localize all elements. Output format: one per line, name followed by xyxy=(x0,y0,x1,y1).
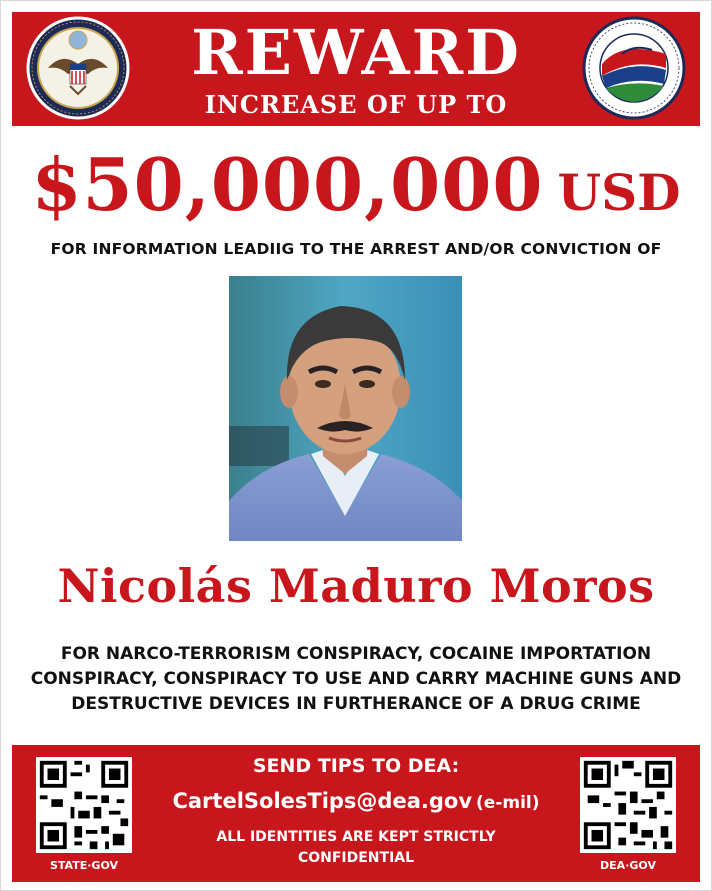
header-band xyxy=(12,12,700,126)
subject-photo xyxy=(229,276,462,541)
charges-line: CONSPIRACY, CONSPIRACY TO USE AND CARRY MACHINE GUNS AND xyxy=(30,669,682,689)
lead-text: FOR INFORMATION LEADIIG TO THE ARREST AND/OR CONVICTION OF xyxy=(50,240,662,258)
dea-gov-qr-code[interactable] xyxy=(580,757,676,853)
state-gov-label: STATE·GOV xyxy=(49,859,119,872)
dea-seal xyxy=(582,14,686,122)
reward-amount: $50,000,000 xyxy=(31,142,544,227)
dea-gov-label: DEA·GOV xyxy=(600,859,656,872)
subject-name: Nicolás Maduro Moros xyxy=(57,559,655,613)
tips-band xyxy=(12,745,700,882)
charges-line: DESTRUCTIVE DEVICES IN FURTHERANCE OF A DRUG CRIME xyxy=(71,694,641,714)
reward-subtitle: INCREASE OF UP TO xyxy=(204,90,508,119)
tips-email-link[interactable]: CartelSolesTips@dea.gov xyxy=(172,789,473,813)
tips-title: SEND TIPS TO DEA: xyxy=(252,755,460,777)
reward-amount-line xyxy=(0,142,712,227)
reward-currency: USD xyxy=(557,163,681,222)
charges-line: FOR NARCO-TERRORISM CONSPIRACY, COCAINE IMPORTATION xyxy=(60,644,652,664)
tips-email-note: (e-mil) xyxy=(476,793,540,813)
confidential-line: CONFIDENTIAL xyxy=(297,850,415,866)
reward-title: REWARD xyxy=(191,16,521,89)
confidential-line: ALL IDENTITIES ARE KEPT STRICTLY xyxy=(216,829,496,845)
charges-text xyxy=(30,642,682,717)
